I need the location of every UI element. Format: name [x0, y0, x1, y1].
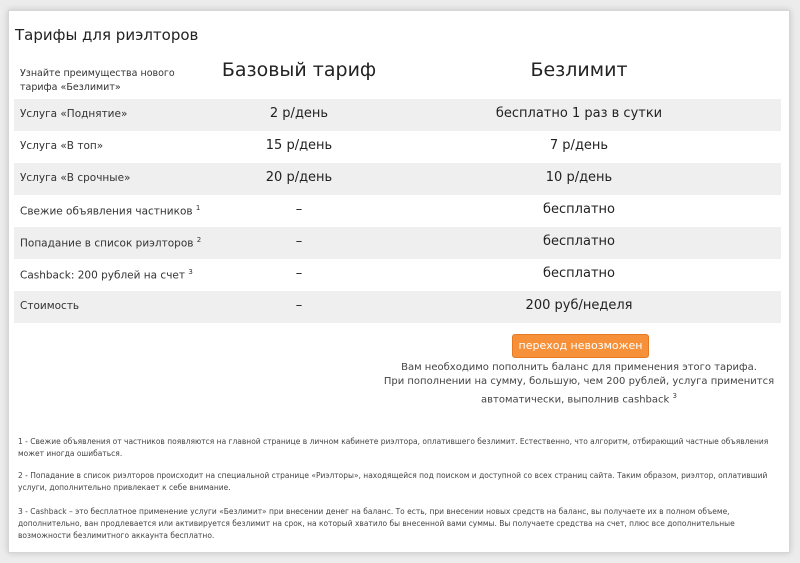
column-header-basic: Базовый тариф — [221, 59, 377, 81]
unlimited-value: 7 р/день — [549, 138, 609, 153]
table-row — [14, 131, 781, 163]
row-label: Cashback: 200 рублей на счет $^3$ — [20, 268, 193, 282]
table-row — [14, 163, 781, 195]
unlimited-value: бесплатно 1 раз в сутки — [495, 106, 663, 121]
unlimited-value: бесплатно — [543, 266, 615, 281]
basic-value: – — [295, 202, 303, 217]
row-label: Свежие объявления частников $^1$ — [20, 204, 201, 218]
row-label: Стоимость — [20, 300, 80, 312]
footnote: 1 - Свежие объявления от частников появляются на главной странице в личном кабинете риэлтора, оплатившего безлимит. Естественно, что алгоритм, отбирающий частные объявления может иногда ошибаться. — [18, 437, 769, 458]
notice-line: Вам необходимо пополнить баланс для применения этого тарифа. — [401, 362, 757, 373]
header-note: Узнайте преимущества нового тарифа «Безлимит» — [20, 68, 175, 93]
footnote-ref: 3 — [188, 268, 193, 276]
basic-value: 2 р/день — [269, 106, 329, 121]
balance-notice — [379, 361, 779, 407]
column-header-unlimited: Безлимит — [530, 59, 628, 81]
unlimited-value: бесплатно — [543, 202, 615, 217]
footnote-ref: 3 — [672, 392, 677, 400]
basic-value: 15 р/день — [265, 138, 333, 153]
tariffs-panel — [8, 10, 790, 553]
switch-tariff-button[interactable]: переход невозможен — [512, 334, 649, 358]
row-label: Услуга «В топ» — [20, 140, 104, 152]
footnote-ref: 2 — [196, 236, 202, 244]
notice-line: автоматически, выполнив cashback $^3$ — [481, 392, 677, 406]
unlimited-value: 10 р/день — [545, 170, 613, 185]
row-label: Услуга «В срочные» — [20, 172, 131, 184]
basic-value: – — [295, 266, 303, 281]
footnote: 2 - Попадание в список риэлторов происходит на специальной странице «Риэлторы», находящейся под поиском и доступной со всех страниц сайта. Таким образом, риэлтор, оплативший услуги, дополнительно привлекает к себе внимание. — [18, 471, 768, 492]
table-row — [14, 227, 781, 259]
footnote: 3 - Cashback – это бесплатное применение услуги «Безлимит» при внесении денег на баланс. То есть, при внесении новых средств на баланс, вы получаете их в полном объеме, дополнительно, ван продлевается или активируется безлимит на срок, на который хватило бы внесенной вами суммы. Вы получаете средства на счет, плюс все дополнительные возможности безлимитного аккаунта бесплатно. — [18, 507, 735, 540]
table-row — [14, 291, 781, 323]
page-title: Тарифы для риэлторов — [15, 26, 199, 44]
basic-value: 20 р/день — [265, 170, 333, 185]
notice-line: При пополнении на сумму, большую, чем 200 рублей, услуга применится — [383, 376, 775, 387]
table-row — [14, 99, 781, 131]
unlimited-value: 200 руб/неделя — [525, 298, 633, 313]
basic-value: – — [295, 298, 303, 313]
row-label: Попадание в список риэлторов $^2$ — [20, 236, 202, 250]
unlimited-value: бесплатно — [543, 234, 615, 249]
tariff-table — [14, 99, 781, 323]
footnote-ref: 1 — [195, 204, 201, 212]
basic-value: – — [295, 234, 303, 249]
row-label: Услуга «Поднятие» — [20, 108, 128, 120]
table-row — [14, 259, 781, 291]
table-row — [14, 195, 781, 227]
